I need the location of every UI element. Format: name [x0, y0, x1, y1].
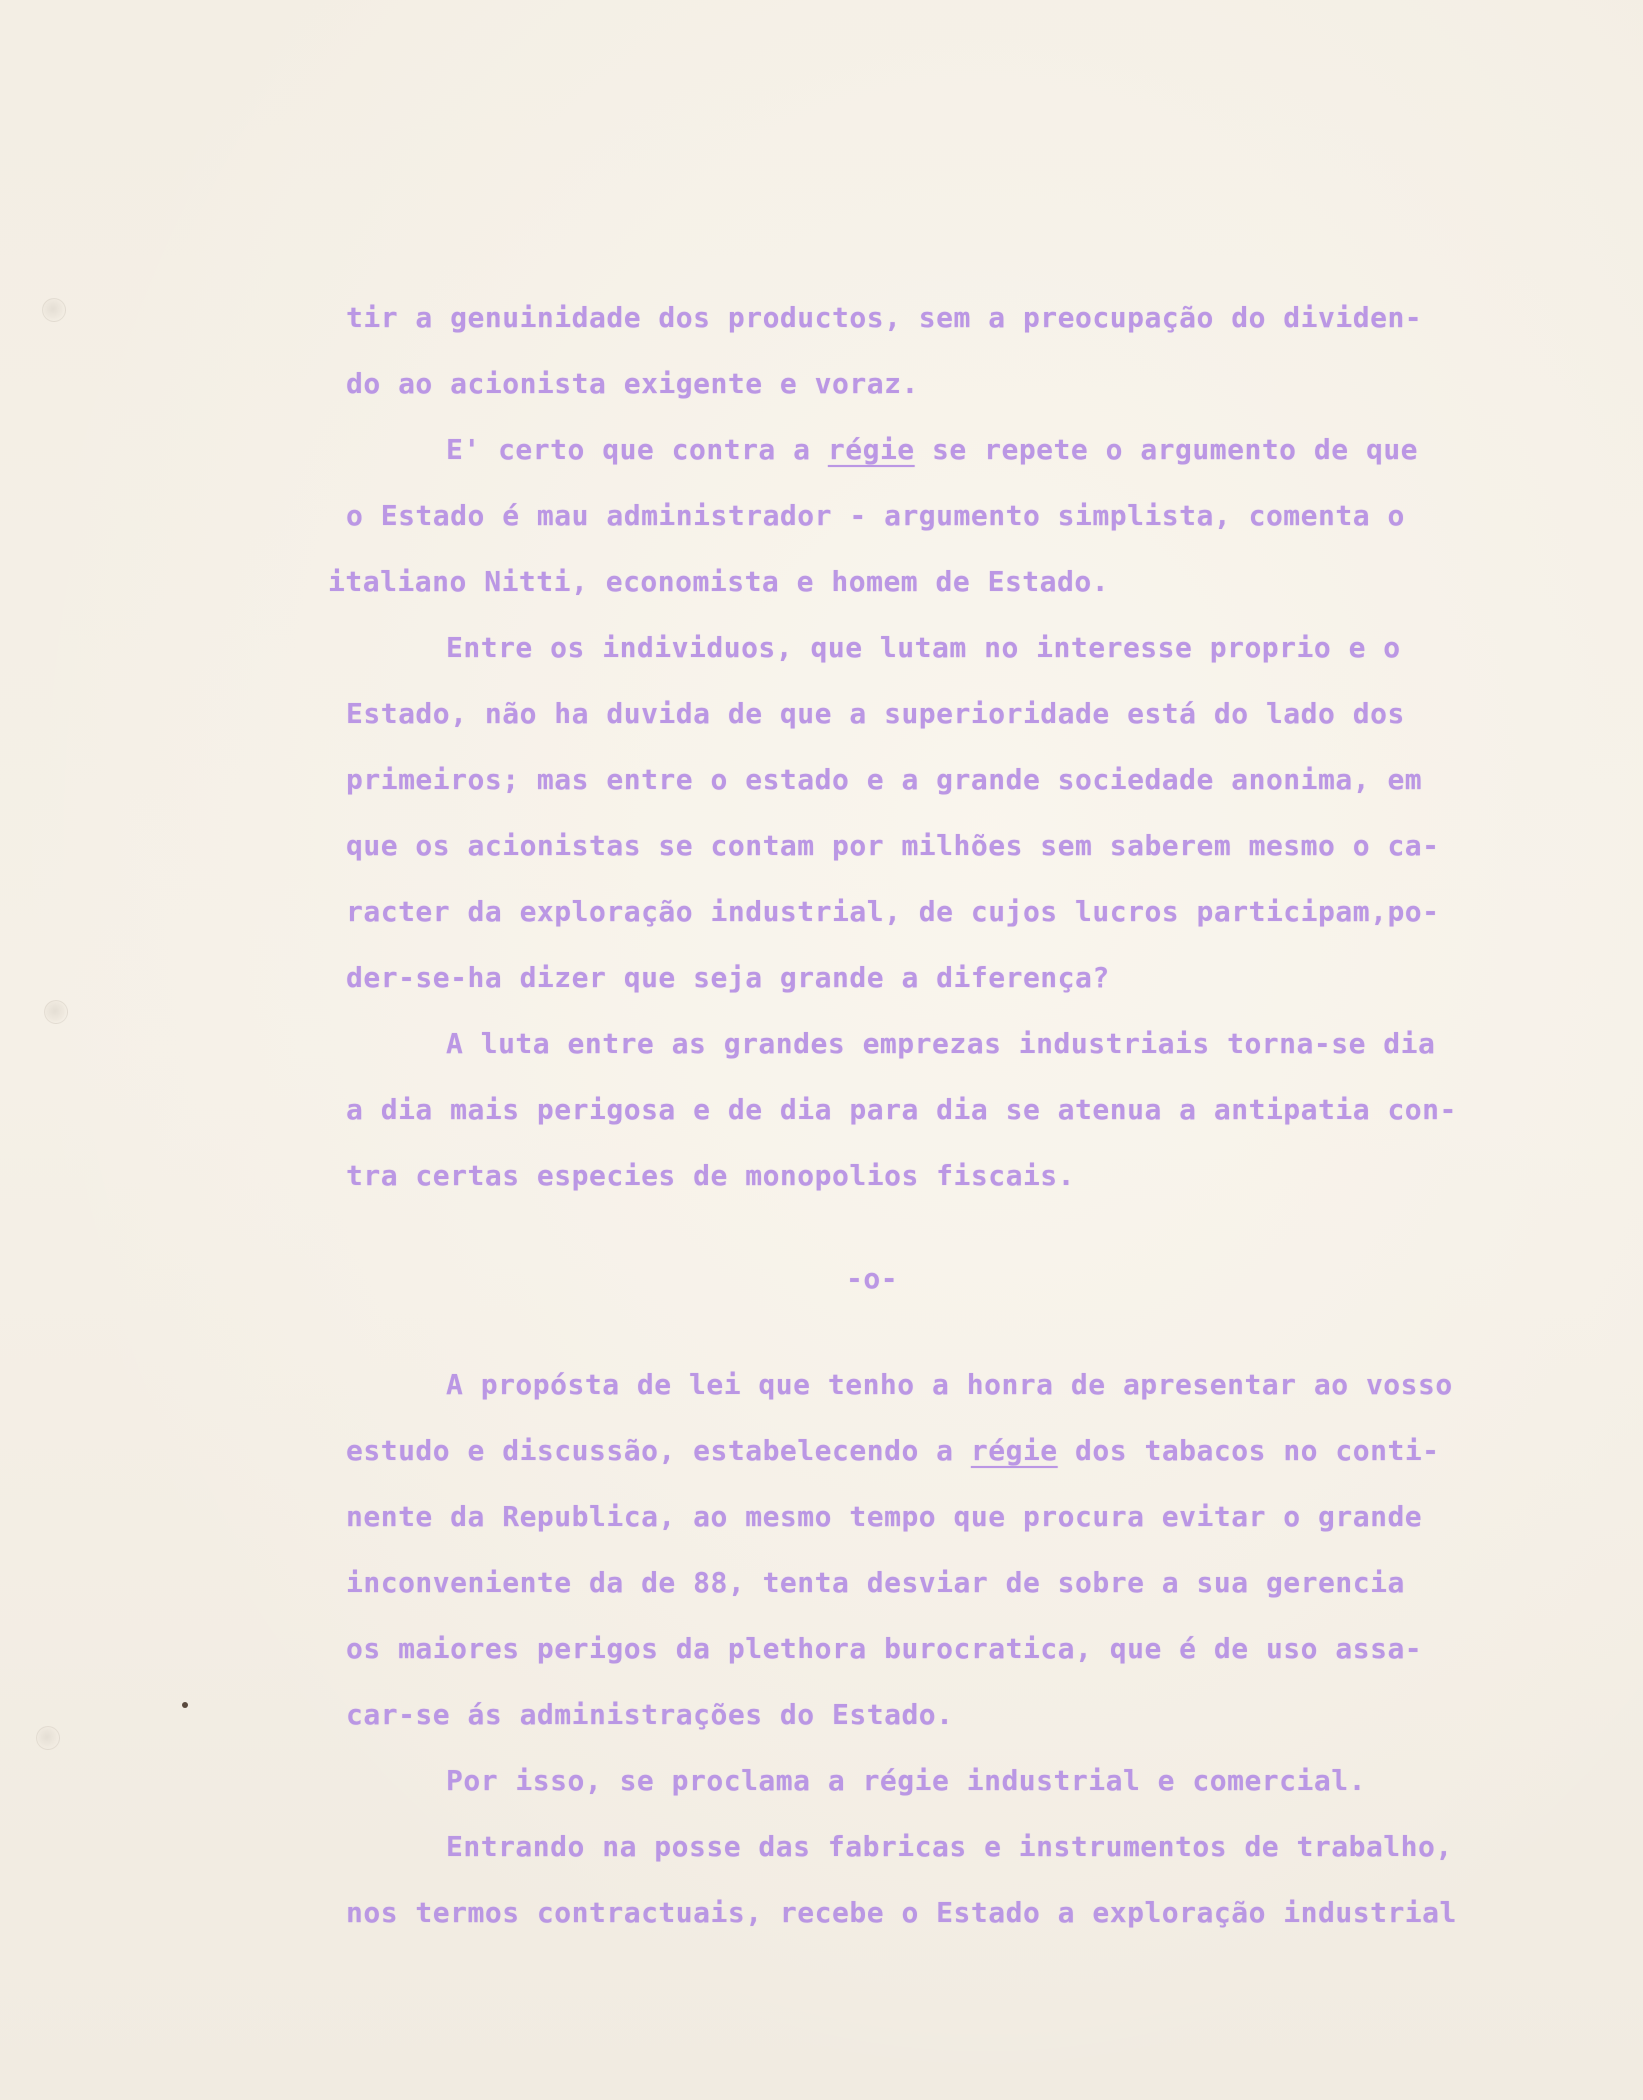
text-line-6: Entre os individuos, que lutam no interesse proprio e o — [446, 631, 1401, 664]
text-line-14: tra certas especies de monopolios fiscais. — [346, 1159, 1076, 1192]
text-line-5: italiano Nitti, economista e homem de Estado. — [328, 565, 1110, 598]
text-line-12: A luta entre as grandes emprezas industriais torna-se dia — [446, 1027, 1436, 1060]
text-line-19: os maiores perigos da plethora burocratica, que é de uso assa- — [346, 1632, 1423, 1665]
punch-hole-top — [42, 298, 66, 322]
text-line-21: Por isso, se proclama a régie industrial e comercial. — [446, 1764, 1366, 1797]
text-segment: estudo e discussão, estabelecendo a — [346, 1434, 971, 1467]
text-line-8: primeiros; mas entre o estado e a grande sociedade anonima, em — [346, 763, 1423, 796]
text-segment: se repete o argumento de que — [914, 433, 1419, 466]
text-line-4: o Estado é mau administrador - argumento simplista, comenta o — [346, 499, 1405, 532]
ink-spot — [182, 1702, 188, 1708]
text-line-10: racter da exploração industrial, de cujos lucros participam,po- — [346, 895, 1440, 928]
punch-hole-bottom — [36, 1726, 60, 1750]
text-segment: dos tabacos no conti- — [1057, 1434, 1440, 1467]
text-line-16 — [346, 1434, 1440, 1467]
text-line-23: nos termos contractuais, recebe o Estado a exploração industrial — [346, 1896, 1457, 1929]
text-line-17: nente da Republica, ao mesmo tempo que procura evitar o grande — [346, 1500, 1423, 1533]
punch-hole-middle — [44, 1000, 68, 1024]
text-line-22: Entrando na posse das fabricas e instrumentos de trabalho, — [446, 1830, 1453, 1863]
text-line-15: A propósta de lei que tenho a honra de apresentar ao vosso — [446, 1368, 1453, 1401]
text-line-9: que os acionistas se contam por milhões sem saberem mesmo o ca- — [346, 829, 1440, 862]
section-separator: -o- — [846, 1262, 899, 1295]
underlined-word-regie: régie — [970, 1434, 1058, 1467]
text-line-7: Estado, não ha duvida de que a superioridade está do lado dos — [346, 697, 1405, 730]
text-line-1: tir a genuinidade dos productos, sem a preocupação do dividen- — [346, 301, 1423, 334]
text-segment: E' certo que contra a — [446, 433, 828, 466]
text-line-13: a dia mais perigosa e de dia para dia se atenua a antipatia con- — [346, 1093, 1457, 1126]
text-line-3 — [446, 433, 1418, 466]
text-line-11: der-se-ha dizer que seja grande a diferença? — [346, 961, 1110, 994]
underlined-word-regie: régie — [827, 433, 915, 466]
text-line-20: car-se ás administrações do Estado. — [346, 1698, 954, 1731]
text-line-2: do ao acionista exigente e voraz. — [346, 367, 919, 400]
text-line-18: inconveniente da de 88, tenta desviar de sobre a sua gerencia — [346, 1566, 1405, 1599]
